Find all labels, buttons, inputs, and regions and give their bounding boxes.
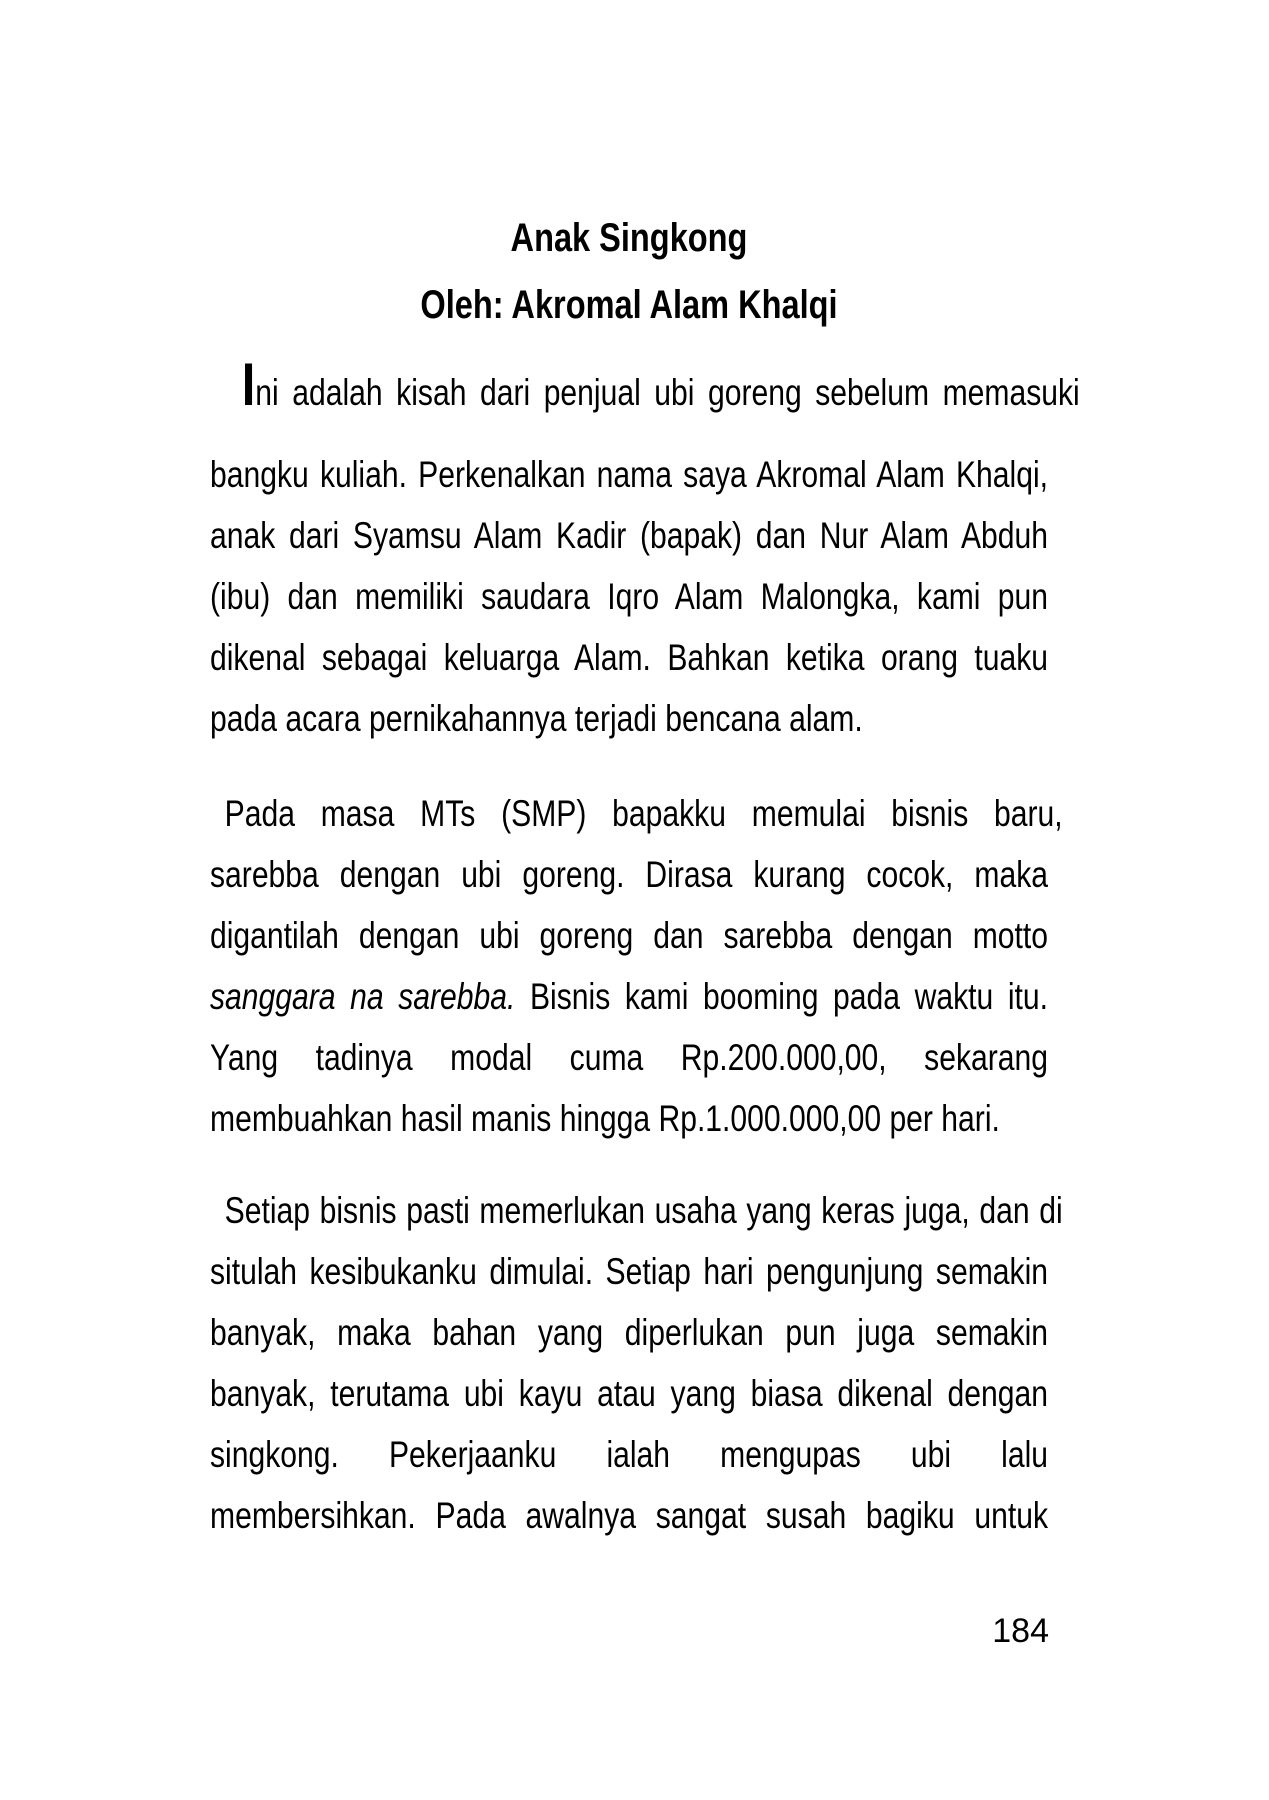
initial-capital: I — [241, 350, 256, 418]
story-author: Oleh: Akromal Alam Khalqi — [420, 283, 838, 327]
paragraph-line: Yang tadinya modal cuma Rp.200.000,00, sekarang — [210, 1036, 1049, 1078]
paragraph-line: bangku kuliah. Perkenalkan nama saya Akromal Alam Khalqi, — [210, 453, 1049, 495]
paragraph-line: singkong. Pekerjaanku ialah mengupas ubi lalu — [210, 1433, 1049, 1475]
paragraph-line: membuahkan hasil manis hingga Rp.1.000.000,00 per hari. — [210, 1097, 1000, 1139]
paragraph-line: sarebba dengan ubi goreng. Dirasa kurang cocok, maka — [210, 853, 1049, 895]
paragraph-line: Pada masa MTs (SMP) bapakku memulai bisnis baru, — [224, 792, 1063, 834]
paragraph-line: situlah kesibukanku dimulai. Setiap hari pengunjung semakin — [210, 1250, 1049, 1292]
paragraph-line: Setiap bisnis pasti memerlukan usaha yang keras juga, dan di — [224, 1189, 1063, 1231]
paragraph-line: pada acara pernikahannya terjadi bencana alam. — [210, 697, 863, 739]
paragraph-line: anak dari Syamsu Alam Kadir (bapak) dan Nur Alam Abduh — [210, 514, 1049, 556]
paragraph-line: membersihkan. Pada awalnya sangat susah bagiku untuk — [210, 1494, 1049, 1536]
paragraph-line — [210, 966, 1048, 1027]
paragraph-line: dikenal sebagai keluarga Alam. Bahkan ketika orang tuaku — [210, 636, 1049, 678]
paragraph-line: banyak, terutama ubi kayu atau yang biasa dikenal dengan — [210, 1372, 1049, 1414]
paragraph-line: (ibu) dan memiliki saudara Iqro Alam Malongka, kami pun — [210, 575, 1049, 617]
italic-phrase: sanggara na sarebba. — [210, 975, 516, 1017]
story-title: Anak Singkong — [510, 216, 748, 260]
paragraph-line: digantilah dengan ubi goreng dan sarebba dengan motto — [210, 914, 1049, 956]
paragraph-line — [210, 350, 1080, 418]
paragraph-line: banyak, maka bahan yang diperlukan pun juga semakin — [210, 1311, 1049, 1353]
page-number: 184 — [992, 1612, 1049, 1650]
text-segment: Bisnis kami booming pada waktu itu. — [515, 975, 1049, 1017]
text-segment: ni adalah kisah dari penjual ubi goreng sebelum memasuki — [255, 371, 1080, 413]
